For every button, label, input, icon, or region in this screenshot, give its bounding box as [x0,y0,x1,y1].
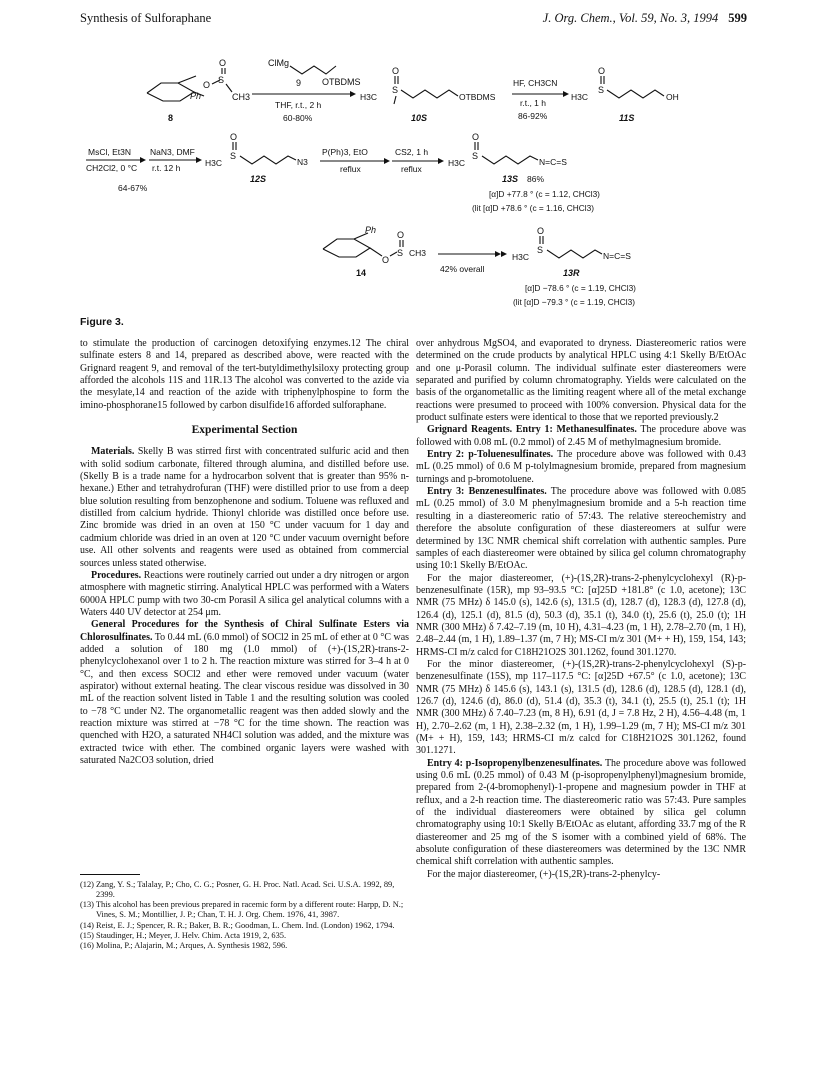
s-13r: S [537,245,544,255]
journal-name: J. Org. Chem., Vol. 59, No. 3, 1994 [542,11,719,25]
yield-86: 86% [527,174,545,184]
label-10s: 10S [411,113,428,123]
reagent-9 [268,58,361,88]
cond-nan3: NaN3, DMF [150,147,195,157]
s-11s: S [598,85,605,95]
cond-mscl: MsCl, Et3N [88,147,131,157]
cond-ch2cl2: CH2Cl2, 0 °C [86,163,138,173]
ncs-13s: N=C=S [539,157,567,167]
footnote: (16) Molina, P.; Alajarin, M.; Arques, A. Synthesis 1982, 596. [80,940,288,950]
compound-14-structure [323,225,426,278]
compound-10s-structure [360,66,496,123]
grignard-text: The procedure above was followed with 0.08 mL (0.2 mmol) of 2.45 M of methylmagnesium bromide. [416,424,746,448]
grignard-paragraph [416,424,746,449]
left-column [80,338,409,767]
arrowhead-4 [196,157,202,163]
cond-thf: THF, r.t., 2 h [275,100,322,110]
compound-8-number: 8 [168,113,174,123]
ch3-label-14: CH3 [409,248,427,258]
cond-cs2: CS2, 1 h [395,147,429,157]
o-11s: O [598,66,606,76]
s-12s: S [230,151,237,161]
so-oxygen-14: O [397,230,405,240]
reagent-otbdms: OTBDMS [322,77,361,87]
compound-11s-structure [571,66,679,123]
o-13s: O [472,132,480,142]
cond-pph3: P(Ph)3, EtO [322,147,368,157]
page-number: 599 [728,11,747,25]
footnote: (15) Staudinger, H.; Meyer, J. Helv. Chim. Acta 1919, 2, 635. [80,930,287,940]
compound-12s-structure [205,132,308,184]
entry2-text: The procedure above was followed with 0.43 mL (0.25 mmol) of 0.6 M p-tolylmagnesium bromide, prepared from magnesium turnings and p-bromotoluene. [416,449,746,485]
arrowhead-5 [384,158,390,164]
arrowhead-6 [438,158,444,164]
label-13s: 13S [502,174,519,184]
s-13s: S [472,151,479,161]
arrowhead-7b [501,251,507,257]
general-heading: General Procedures for the Synthesis of Chiral Sulfinate Esters via Chlorosulfinates. [80,619,409,643]
section-title: Experimental Section [191,424,298,437]
oh-11s: OH [666,92,679,102]
o-13r: O [537,226,545,236]
cond-hf: HF, CH3CN [513,78,558,88]
compound-13r-structure [512,226,631,278]
ch3-label-8: CH3 [232,92,251,102]
arrowhead-2 [563,91,569,97]
footnote: (14) Reist, E. J.; Spencer, R. R.; Baker, B. R.; Goodman, L. Chem. Ind. (London) 1962, 1794. [80,920,395,930]
footnote: (13) This alcohol has been previous prepared in racemic form by a different route: Harpp, D. N.; Vines, S. M.; Montillier, J. P.; Chan, T. H. J. Org. Chem. 1976, 41, 3987. [80,900,404,920]
procedures-text: Reactions were routinely carried out under a dry nitrogen or argon atmosphere with magnetic stirring. Analytical HPLC was performed with a Waters 6000A HPLC pump with two 30-cm Porasil A silica gel analytical columns with a Waters 440 UV detector at 254 μm. [80,569,409,618]
footnote-rule [80,874,140,875]
reagent-clmg: ClMg [268,58,290,68]
figure-caption: Figure 3. [80,316,124,328]
cond-rt12h: r.t. 12 h [152,163,181,173]
h3c-13s: H3C [448,158,466,168]
grignard-heading: Grignard Reagents. Entry 1: Methanesulfinates. [427,424,637,436]
procedures-heading: Procedures. [91,569,142,581]
entry2-paragraph [416,449,746,486]
ph-label-8: Ph [190,91,202,101]
right-column [416,338,746,881]
o-12s: O [230,132,238,142]
s-10s: S [392,85,399,95]
h3c-12s: H3C [205,158,223,168]
rotation-13r-lit: (lit [α]D −79.3 ° (c = 1.19, CHCl3) [513,297,636,307]
materials-text: Skelly B was stirred first with concentrated sulfuric acid and then with solid sodium carbonate, filtered through alumina, and distilled before use. (Skelly B is a trade name for a hydrocarbon solvent that is greater than 95% n-hexane.) Ether and tetrahydrofuran (THF) were distilled prior to use from a deep blue solution resulting from benzophenone and sodium. Toluene was refluxed and distilled from calcium hydride. Thionyl chloride was distilled once before use. Zinc bromide was dried in an oven at 150 °C under vacuum for 1 day and cadmium chloride was dried in an oven at 120 °C under vacuum overnight before use. All other solvents and reagents were used as obtained from commercial sources unless stated otherwise. [80,446,409,569]
entry2-heading: Entry 2: p-Toluenesulfinates. [427,449,554,461]
materials-heading: Materials. [91,446,135,458]
h3c-13r: H3C [512,252,530,262]
general-paragraph [80,619,409,767]
arrowhead-7 [495,251,501,257]
footnotes [80,880,409,951]
s-label-14: S [397,248,404,258]
general-text: To 0.44 mL (6.0 mmol) of SOCl2 in 25 mL of ether at 0 °C was added a solution of 180 mg (1.0 mmol) of (+)-(1S,2R)-trans-2-phenylcyclohexanol over 1 to 2 h. The reaction mixture was stirred for 3–4 h at 0 °C, and then excess SOCl2 and ether were removed under vacuum (water aspirator) without external heating. The clear viscous residue was dissolved in 30 mL of the reaction solvent listed in Table 1 and the resulting solution was cooled to −78 °C under N2. The organometallic reagent was then added slowly and the reaction mixture was stirred at −78 °C for the time shown. The reaction was quenched with H2O, a saturated NH4Cl solution was added, and the mixture was extracted twice with ether. The combined organic layers were washed with saturated Na2CO3 solution, dried [80,631,409,766]
major-diastereomer-15r: For the major diastereomer, (+)-(1S,2R)-trans-2-phenylcyclohexyl (R)-p-benzenesulfinate (15R), mp 93–93.5 °C: [α]25D +181.8° (c 1.0, acetone); 13C NMR (75 MHz) δ 145.0 (s), 142.6 (s), 131.5 (d), 128.7 (d), 128.3 (d), 127.8 (d), 126.4 (d), 125.1 (d), 81.5 (d), 50.3 (d), 35.1 (t), 34.0 (t), 25.6 (t), 25.0 (t); 1H NMR (300 MHz) δ 7.42–7.19 (m, 10 H), 4.31–4.23 (m, 1 H), 2.78–2.70 (m, 1 H), 2.48–2.44 (m, 1 H), 1.89–1.37 (m, 7 H); MS-CI m/z 301 (M+ + H), 159, 154, 143; HRMS-CI m/z calcd for C18H21O2S 301.1262, found 301.1270. [416,572,746,658]
intro-paragraph: to stimulate the production of carcinogen detoxifying enzymes.12 The chiral sulfinate esters 8 and 14, prepared as described above, were reacted with the Grignard reagent 9, and removal of the tert-butyldimethylsiloxy protecting group afforded the alcohols 11S and 11R.13 The alcohol was converted to the azide via the mesylate,14 and reaction of the azide with triphenylphospine to form the imino-phosphorane15 followed by carbon disulfide16 afforded sulforaphane. [80,338,409,411]
entry4-heading: Entry 4: p-Isopropenylbenzenesulfinates. [427,757,603,769]
label-13r: 13R [563,268,580,278]
otbdms-10s: OTBDMS [459,92,496,102]
h3c-10s: H3C [360,92,378,102]
minor-diastereomer-15s: For the minor diastereomer, (+)-(1S,2R)-trans-2-phenylcyclohexyl (S)-p-benzenesulfinate (15S), mp 117–117.5 °C: [α]25D +67.5° (c 1.0, acetone); 13C NMR (75 MHz) δ 145.6 (s), 143.1 (s), 131.5 (d), 128.6 (d), 128.5 (d), 128.1 (d), 126.7 (d), 124.6 (d), 86.0 (d), 51.4 (d), 35.3 (t), 34.1 (t), 25.5 (t), 25.1 (t); 1H NMR (300 MHz) δ 7.40–7.23 (m, 8 H), 6.91 (d, J = 7.8 Hz, 2 H), 4.56–4.48 (m, 1 H), 2.70–2.62 (m, 1 H), 2.38–2.32 (m, 1 H), 1.99–1.29 (m, 7 H); MS-CI m/z 301 (M+ + H), 159, 143; HRMS-CI m/z calcd for C18H21O2S 301.1262, found 301.1271. [416,658,746,757]
ncs-13r: N=C=S [603,251,631,261]
entry4-paragraph [416,758,746,869]
cond-reflux-2: reflux [401,164,422,174]
n3-12s: N3 [297,157,308,167]
cond-reflux-1: reflux [340,164,361,174]
major-diastereomer-entry4: For the major diastereomer, (+)-(1S,2R)-trans-2-phenylcy- [427,868,661,880]
ph-label-14: Ph [365,225,377,235]
o-label-8: O [203,80,211,90]
so-oxygen-8: O [219,58,227,68]
cond-rt-1h: r.t., 1 h [520,98,546,108]
arrowhead-3 [140,157,146,163]
compound-14-number: 14 [356,268,367,278]
entry3-paragraph [416,486,746,572]
continuation-paragraph: over anhydrous MgSO4, and evaporated to dryness. Diastereomeric ratios were determined on the crude products by analytical HPLC using 4:1 Skelly B/EtOAc and one μ-Porasil column. The individual sulfinate ester diastereomers were separated and purified by column chromatography. Yields were calculated on the basis of the organometallic as the limiting reagent where all of the metal exchange reactions were presumed to proceed with 100% conversion. Physical data for the product sulfinate esters were identical to those that we reported previously.2 [416,338,746,424]
entry3-heading: Entry 3: Benzenesulfinates. [427,486,547,498]
reagent-number-9: 9 [296,78,302,88]
entry4-text: The procedure above was followed using 0.6 mL (0.25 mmol) of 0.43 M (p-isopropenylphenyl)magnesium bromide, prepared from 2-(4-bromophenyl)-1-propene and magnesium powder in THF at reflux, and a 2-h reaction time. The diastereomeric ratio was 57:43. Pure samples of the individual diastereomers were obtained by silica gel column chromatography using 10:1 Skelly B/EtOAc as elutant, affording 33.7 mg of the R diastereomer and 25 mg of the S isomer with a combined yield of 68%. The absolute configuration of these diastereomers was determined by the 13C NMR chemical shift correlation with authentic samples. [416,757,746,868]
compound-8-structure [147,58,250,123]
materials-paragraph [80,446,409,569]
o-10s: O [392,66,400,76]
running-head: Synthesis of Sulforaphane [80,11,212,25]
o-label-14: O [382,255,390,265]
s-label-8: S [218,75,225,85]
rotation-13r: [α]D −78.6 ° (c = 1.19, CHCl3) [525,283,636,293]
rotation-13s: [α]D +77.8 ° (c = 1.12, CHCl3) [489,189,600,199]
arrowhead-1 [350,91,356,97]
yield-64-67: 64-67% [118,183,148,193]
entry3-text: The procedure above was followed with 0.085 mL (0.25 mmol) of 3.0 M phenylmagnesium bromide and a 5-h reaction time resulting in a diastereomeric ratio of 57:43. The relative stereochemistry and therefore the absolute configuration of these diastereomers at sulfur were determined by 13C NMR chemical shift correlation with authentic samples. Pure samples of each diastereomer were obtained by silica gel column chromatography using 10:1 Skelly B/EtOAc. [416,486,746,572]
h3c-11s: H3C [571,92,589,102]
yield-60-80: 60-80% [283,113,313,123]
synthesis-scheme [0,0,821,330]
label-12s: 12S [250,174,267,184]
compound-13s-structure [448,132,567,184]
yield-42-overall: 42% overall [440,264,485,274]
yield-86-92: 86-92% [518,111,548,121]
rotation-13s-lit: (lit [α]D +78.6 ° (c = 1.16, CHCl3) [472,203,595,213]
footnote: (12) Zang, Y. S.; Talalay, P.; Cho, C. G.; Posner, G. H. Proc. Natl. Acad. Sci. U.S.A. 1992, 89, 2399. [80,880,395,900]
label-11s: 11S [619,113,635,123]
procedures-paragraph [80,570,409,619]
